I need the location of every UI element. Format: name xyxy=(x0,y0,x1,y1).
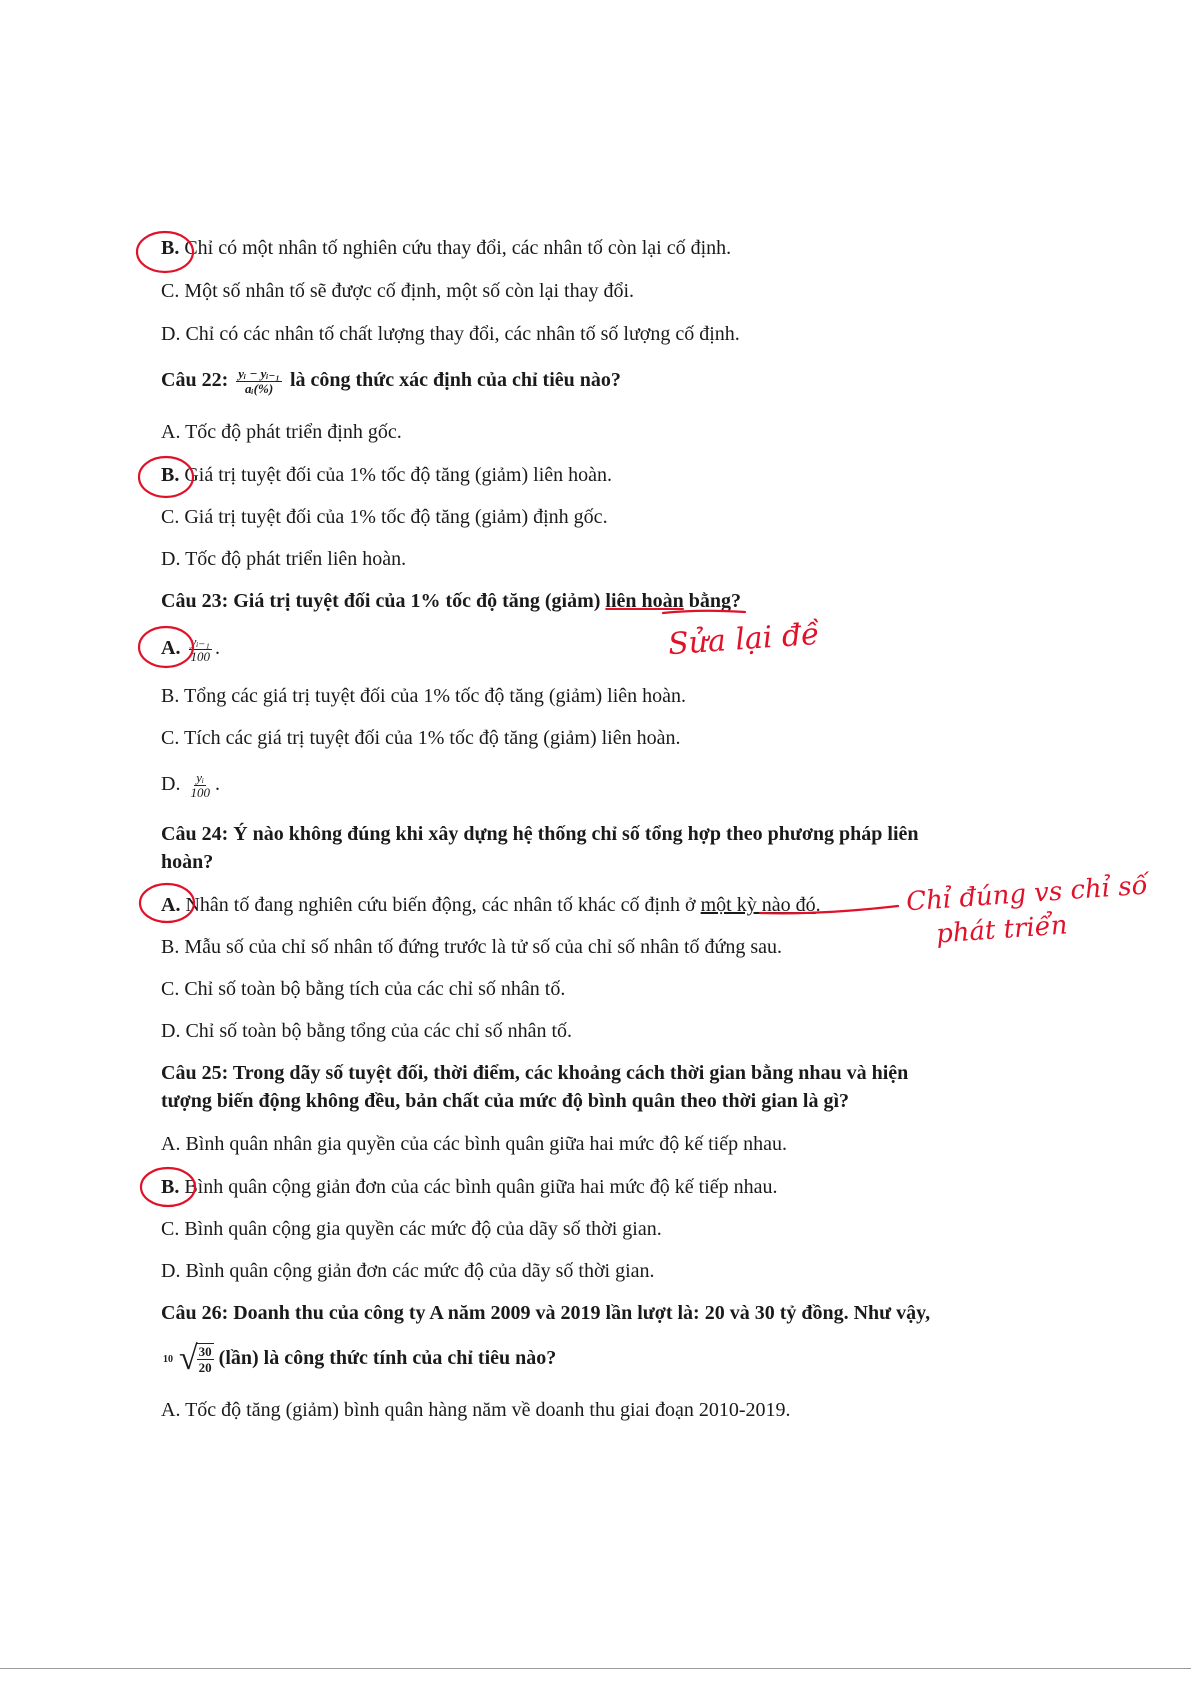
fraction-denominator: 20 xyxy=(198,1360,212,1376)
option-text: Chỉ có một nhân tố nghiên cứu thay đổi, các nhân tố còn lại cố định. xyxy=(179,237,732,259)
q22-option-d: D. Tốc độ phát triển liên hoàn. xyxy=(161,548,407,570)
question-text: là công thức xác định của chỉ tiêu nào? xyxy=(284,369,621,391)
option-text-end: . xyxy=(815,894,821,916)
underlined-text: liên hoàn xyxy=(605,590,684,612)
fraction xyxy=(236,367,282,396)
q25-option-a: A. Bình quân nhân gia quyền của các bình quân giữa hai mức độ kế tiếp nhau. xyxy=(161,1133,787,1155)
option-text: Nhân tố đang nghiên cứu biến động, các nhân tố khác cố định ở xyxy=(180,894,701,916)
root-fraction xyxy=(197,1343,214,1375)
q24-option-a xyxy=(161,891,821,919)
fraction xyxy=(188,635,212,664)
option-letter: A. xyxy=(161,894,181,916)
question-26 xyxy=(161,1299,930,1327)
q22-option-b xyxy=(161,461,612,489)
q25-option-c: C. Bình quân cộng gia quyền các mức độ của dãy số thời gian. xyxy=(161,1218,662,1240)
q24-option-d: D. Chỉ số toàn bộ bằng tổng của các chỉ số nhân tố. xyxy=(161,1020,573,1042)
page-bottom-rule xyxy=(0,1668,1191,1669)
fraction-denominator: 100 xyxy=(190,784,210,800)
question-24 xyxy=(161,820,919,848)
fraction xyxy=(188,771,212,800)
question-text: Giá trị tuyệt đối của 1% tốc độ tăng (giảm) xyxy=(228,590,606,612)
handwritten-note: phát triển xyxy=(935,910,1069,950)
question-text: Doanh thu của công ty A năm 2009 và 2019 lần lượt là: 20 và 30 tỷ đồng. Như vậy, xyxy=(228,1302,931,1324)
q24-option-b: B. Mẫu số của chỉ số nhân tố đứng trước là tử số của chỉ số nhân tố đứng sau. xyxy=(161,936,783,958)
question-24-cont: hoàn? xyxy=(161,851,214,873)
question-label: Câu 22: xyxy=(161,369,229,391)
q25-option-d: D. Bình quân cộng giản đơn các mức độ của dãy số thời gian. xyxy=(161,1260,655,1282)
question-label: Câu 23: xyxy=(161,590,229,612)
fraction-denominator: aᵢ(%) xyxy=(244,380,274,396)
q22-option-a: A. Tốc độ phát triển định gốc. xyxy=(161,421,402,443)
handwritten-note: Chỉ đúng vs chỉ số xyxy=(905,870,1149,918)
question-label: Câu 25: xyxy=(161,1062,229,1084)
question-text: (lần) là công thức tính của chỉ tiêu nào? xyxy=(213,1347,557,1369)
option-letter: D. xyxy=(161,773,181,795)
option-text: Giá trị tuyệt đối của 1% tốc độ tăng (giảm) liên hoàn. xyxy=(179,464,612,486)
question-25-cont: tượng biến động không đều, bản chất của mức độ bình quân theo thời gian là gì? xyxy=(161,1090,850,1112)
question-text: Trong dãy số tuyệt đối, thời điểm, các khoảng cách thời gian bằng nhau và hiện xyxy=(228,1062,909,1084)
option-letter: A. xyxy=(161,637,181,659)
option-letter: B. xyxy=(161,464,180,486)
question-text: Ý nào không đúng khi xây dựng hệ thống chỉ số tổng hợp theo phương pháp liên xyxy=(228,823,919,845)
fraction-denominator: 100 xyxy=(190,648,210,664)
option-d-prev: D. Chỉ có các nhân tố chất lượng thay đổi, các nhân tố số lượng cố định. xyxy=(161,323,740,345)
nth-root xyxy=(161,1342,214,1376)
q26-option-a: A. Tốc độ tăng (giảm) bình quân hàng năm về doanh thu giai đoạn 2010-2019. xyxy=(161,1399,791,1421)
question-22 xyxy=(161,366,621,396)
option-letter: B. xyxy=(161,1176,180,1198)
question-23 xyxy=(161,587,741,615)
fraction-numerator: yᵢ₋₁ xyxy=(190,633,210,649)
option-c-prev: C. Một số nhân tố sẽ được cố định, một số còn lại thay đổi. xyxy=(161,280,635,302)
option-b-prev xyxy=(161,234,731,262)
radical-sign: √ xyxy=(179,1340,198,1378)
question-label: Câu 26: xyxy=(161,1302,229,1324)
q23-option-d: D. $\frac{\text{yᵢ}}{100}$ . xyxy=(161,769,220,800)
q22-option-c: C. Giá trị tuyệt đối của 1% tốc độ tăng (giảm) định gốc. xyxy=(161,506,608,528)
handwritten-note: Sửa lại đề xyxy=(666,616,821,663)
fraction-numerator: 30 xyxy=(198,1344,212,1360)
q23-option-a: A. $\frac{\text{yᵢ₋₁}}{100}$ . xyxy=(161,633,220,664)
question-text-end: bằng? xyxy=(683,590,742,612)
fraction-numerator: yᵢ − yᵢ₋₁ xyxy=(238,365,280,381)
question-label: Câu 24: xyxy=(161,823,229,845)
q24-option-c: C. Chỉ số toàn bộ bằng tích của các chỉ số nhân tố. xyxy=(161,978,566,1000)
question-25 xyxy=(161,1059,908,1087)
q23-option-b: B. Tổng các giá trị tuyệt đối của 1% tốc độ tăng (giảm) liên hoàn. xyxy=(161,685,687,707)
fraction-numerator: yᵢ xyxy=(196,769,205,785)
q23-option-c: C. Tích các giá trị tuyệt đối của 1% tốc độ tăng (giảm) liên hoàn. xyxy=(161,727,681,749)
root-index: 10 xyxy=(163,1354,173,1366)
option-letter: B. xyxy=(161,237,180,259)
option-text: Bình quân cộng giản đơn của các bình quân giữa hai mức độ kế tiếp nhau. xyxy=(179,1176,778,1198)
question-26-cont xyxy=(161,1338,556,1378)
q25-option-b xyxy=(161,1173,778,1201)
underlined-text: một kỳ nào đó xyxy=(700,894,816,916)
